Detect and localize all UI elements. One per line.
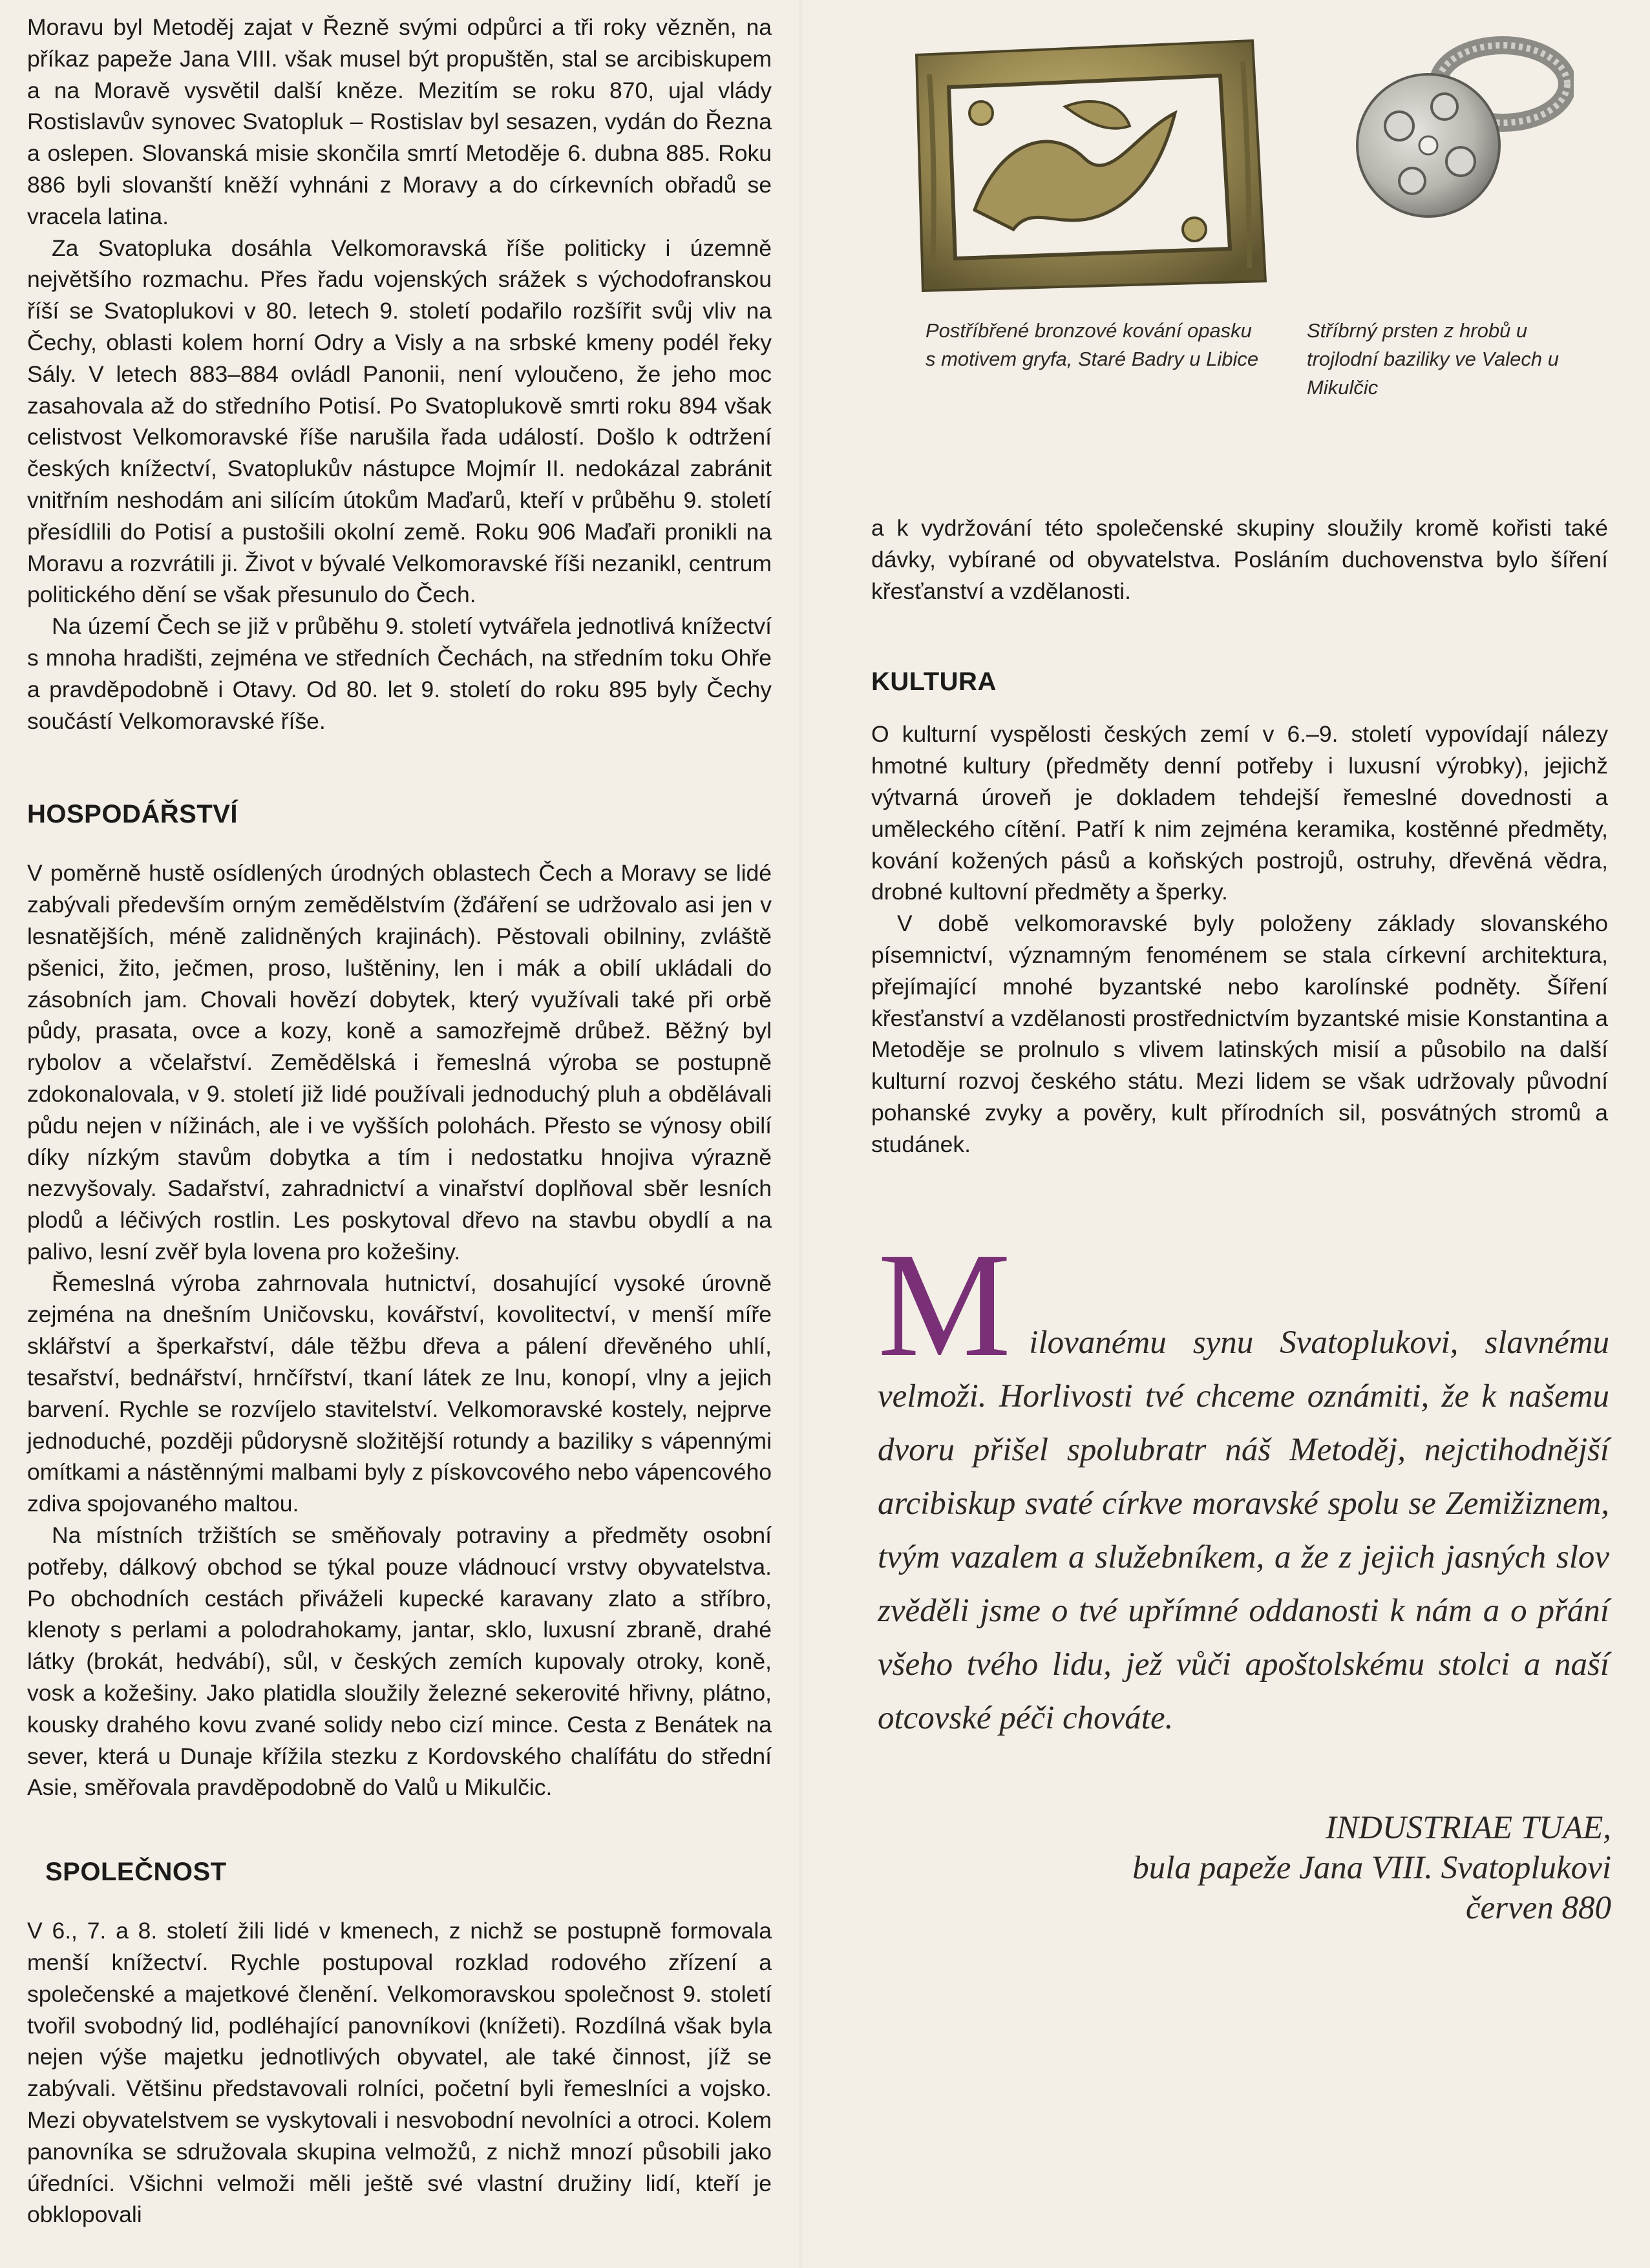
drop-cap: M (878, 1222, 1011, 1388)
paragraph: V době velkomoravské byly položeny základy slovanského písemnictví, významným fenoménem se stala církevní architektura, přejímající mnohé byzantské nebo karolínské podněty. Šíření křesťanství a vzdělanosti prostřednictvím byzantské misie Konstantina a Metoděje se prolnulo s vlivem latinských misií a působilo na další kulturní rozvoj českého státu. Mezi lidem se však udržovaly původní pohanské zvyky a pověry, kult přírodních sil, posvátných stromů a studánek. (871, 910, 1608, 1157)
left-column (27, 12, 772, 2231)
silver-ring-image (1341, 23, 1574, 236)
paragraph: Moravu byl Metoděj zajat v Řezně svými odpůrci a tři roky vězněn, na příkaz papeže Jana VIII. však musel být propuštěn, stal se arcibiskupem a na Moravě vysvětil další kněze. Mezitím se roku 870, ujal vlády Rostislavův synovec Svatopluk – Rostislav byl sesazen, vydán do Řezna a oslepen. Slovanská misie skončila smrtí Metoděje 6. dubna 885. Roku 886 byli slovanští kněží vyhnáni z Moravy a do církevních obřadů se vracela latina. (27, 14, 772, 229)
paragraph: O kulturní vyspělosti českých zemí v 6.–9. století vypovídají nálezy hmotné kultury (předměty denní potřeby i luxusní výrobky), jejichž výtvarná úroveň je dokladem tehdejší řemeslné dovednosti a uměleckého cítění. Patří k nim zejména keramika, kostěnné předměty, kování kožených pásů a koňských postrojů, ostruhy, dřevěná vědra, drobné kultovní předměty a šperky. (871, 721, 1608, 905)
quote-text: ilovanému synu Svatoplukovi, slavnému velmoži. Horlivosti tvé chceme oznámiti, že k našemu dvoru přišel spolubratr náš Metoděj, nejctihodnější arcibiskup svaté církve moravské spolu se Zemižiznem, tvým vazalem a služebníkem, a že z jejich jasných slov zvěděli jsme o tvé upřímné oddanosti k nám a o přání všeho tvého lidu, jež vůči apoštolskému stolci a naší otcovské péči chováte. (878, 1325, 1609, 1736)
section-heading-spolecnost: SPOLEČNOST (45, 1858, 227, 1887)
paragraph: V poměrně hustě osídlených úrodných oblastech Čech a Moravy se lidé zabývali především orným zemědělstvím (žďáření se udržovalo asi jen v lesnatějších, méně zalidněných krajinách). Pěstovali obilniny, zvláště pšenici, žito, ječmen, proso, luštěniny, len i mák a obilí ukládali do zásobních jam. Chovali hovězí dobytek, který využívali také při orbě půdy, prasata, ovce a kozy, koně a samozřejmě drůbež. Běžný byl rybolov a včelařství. Zemědělská i řemeslná výroba se postupně zdokonalovala, v 9. století již lidé používali jednoduchý pluh a obdělávali půdu nejen v nížinách, ale i ve vyšších polohách. Přesto se výnosy obilí díky nízkým stavům dobytka a tím i nedostatku hnojiva výrazně nezvyšovaly. Sadařství, zahradnictví a vinařství doplňoval sběr lesních plodů a léčivých rostlin. Les poskytoval dřevo na stavbu obydlí a na palivo, lesní zvěř byla lovena pro kožešiny. (27, 860, 772, 1265)
paragraph: V 6., 7. a 8. století žili lidé v kmenech, z nichž se postupně formovala menší knížectví. Rychle postupoval rozklad rodového zřízení a společenské a majetkové členění. Velkomoravskou společnost 9. století tvořil svobodný lid, podléhající panovníkovi (knížeti). Rozdílná však byla nejen výše majetku jednotlivých obyvatel, ale také činnost, jíž se zabývali. Většinu představovali rolníci, početní byli řemeslníci a vojsko. Mezi obyvatelstvem se vyskytovali i nesvobodní nevolníci a otroci. Kolem panovníka se sdružovala skupina velmožů, z nichž mnozí působili jako úředníci. Všichni velmoži měli ještě své vlastní družiny lidí, kteří je obklopovali (27, 1918, 772, 2228)
page-gutter-shadow (799, 0, 803, 2268)
quote-source-title: INDUSTRIAE TUAE, (1326, 1810, 1611, 1846)
caption-belt-fitting: Postříbřené bronzové kování opasku s motivem gryfa, Staré Badry u Libice (925, 319, 1259, 370)
paragraph: Za Svatopluka dosáhla Velkomoravská říše politicky i územně největšího rozmachu. Přes řadu vojenských srážek s východofranskou říší se Svatoplukovi v 80. letech 9. století podařilo rozšířit svůj vliv na Čechy, oblasti kolem horní Odry a Visly a na srbské kmeny podél řeky Sály. V letech 883–884 ovládl Panonii, není vyloučeno, že jeho moc zasahovala až do středního Potisí. Po Svatoplukově smrti roku 894 však celistvost Velkomoravské říše narušila řada událostí. Došlo k odtržení českých knížectví, Svatoplukův nástupce Mojmír II. nedokázal zabránit vnitřním neshodám ani silícím útokům Maďarů, kteří v průběhu 9. století přesídlili do Potisí a pustošili okolní země. Roku 906 Maďaři pronikli na Moravu a rozvrátili ji. Život v bývalé Velkomoravské říši nezanikl, centrum politického dění se však přesunulo do Čech. (27, 235, 772, 608)
quote-source-line: bula papeže Jana VIII. Svatoplukovi (1132, 1850, 1611, 1886)
papal-bull-quote (878, 1222, 1609, 1745)
griffin-belt-fitting-image (904, 36, 1271, 294)
caption-ring: Stříbrný prsten z hrobů u trojlodní baziliky ve Valech u Mikulčic (1307, 319, 1559, 399)
paragraph: Na území Čech se již v průběhu 9. století vytvářela jednotlivá knížectví s mnoha hradišti, zejména ve středních Čechách, na středním toku Ohře a pravděpodobně i Otavy. Od 80. let 9. století do roku 895 byly Čechy součástí Velkomoravské říše. (27, 613, 772, 734)
section-heading-kultura: KULTURA (871, 667, 997, 697)
right-column-text (871, 512, 1608, 1160)
quote-source-date: červen 880 (1465, 1890, 1611, 1926)
paragraph: Řemeslná výroba zahrnovala hutnictví, dosahující vysoké úrovně zejména na dnešním Uničovsku, kovářství, kovolitectví, v menší míře sklářství a šperkařství, dále těžbu dřeva a pálení dřevěného uhlí, tesařství, bednářství, hrnčířství, tkaní látek ze lnu, konopí, vlny a jejich barvení. Rychle se rozvíjelo stavitelství. Velkomoravské kostely, nejprve jednoduché, později půdorysně složitější rotundy a baziliky s vápennými omítkami a nástěnnými malbami byly z pískovcového nebo vápencového zdiva spojovaného maltou. (27, 1270, 772, 1517)
quote-source (1132, 1808, 1611, 1928)
paragraph: Na místních tržištích se směňovaly potraviny a předměty osobní potřeby, dálkový obchod se týkal pouze vládnoucí vrstvy obyvatelstva. Po obchodních cestách přiváželi kupecké karavany zlato a stříbro, klenoty s perlami a polodrahokamy, jantar, sklo, luxusní zbraně, drahé látky (brokát, hedvábí), sůl, v českých zemích kupovaly otroky, koně, vosk a kožešiny. Jako platidla sloužily železné sekerovité hřivny, plátno, kousky drahého kovu zvané solidy nebo cizí mince. Cesta z Benátek na sever, která u Dunaje křížila stezku z Kordovského chalífátu do střední Asie, směřovala pravděpodobně do Valů u Mikulčic. (27, 1522, 772, 1801)
paragraph: a k vydržování této společenské skupiny sloužily kromě kořisti také dávky, vybírané od obyvatelstva. Posláním duchovenstva bylo šíření křesťanství a vzdělanosti. (871, 515, 1608, 604)
section-heading-hospodarstvi: HOSPODÁŘSTVÍ (27, 800, 238, 829)
